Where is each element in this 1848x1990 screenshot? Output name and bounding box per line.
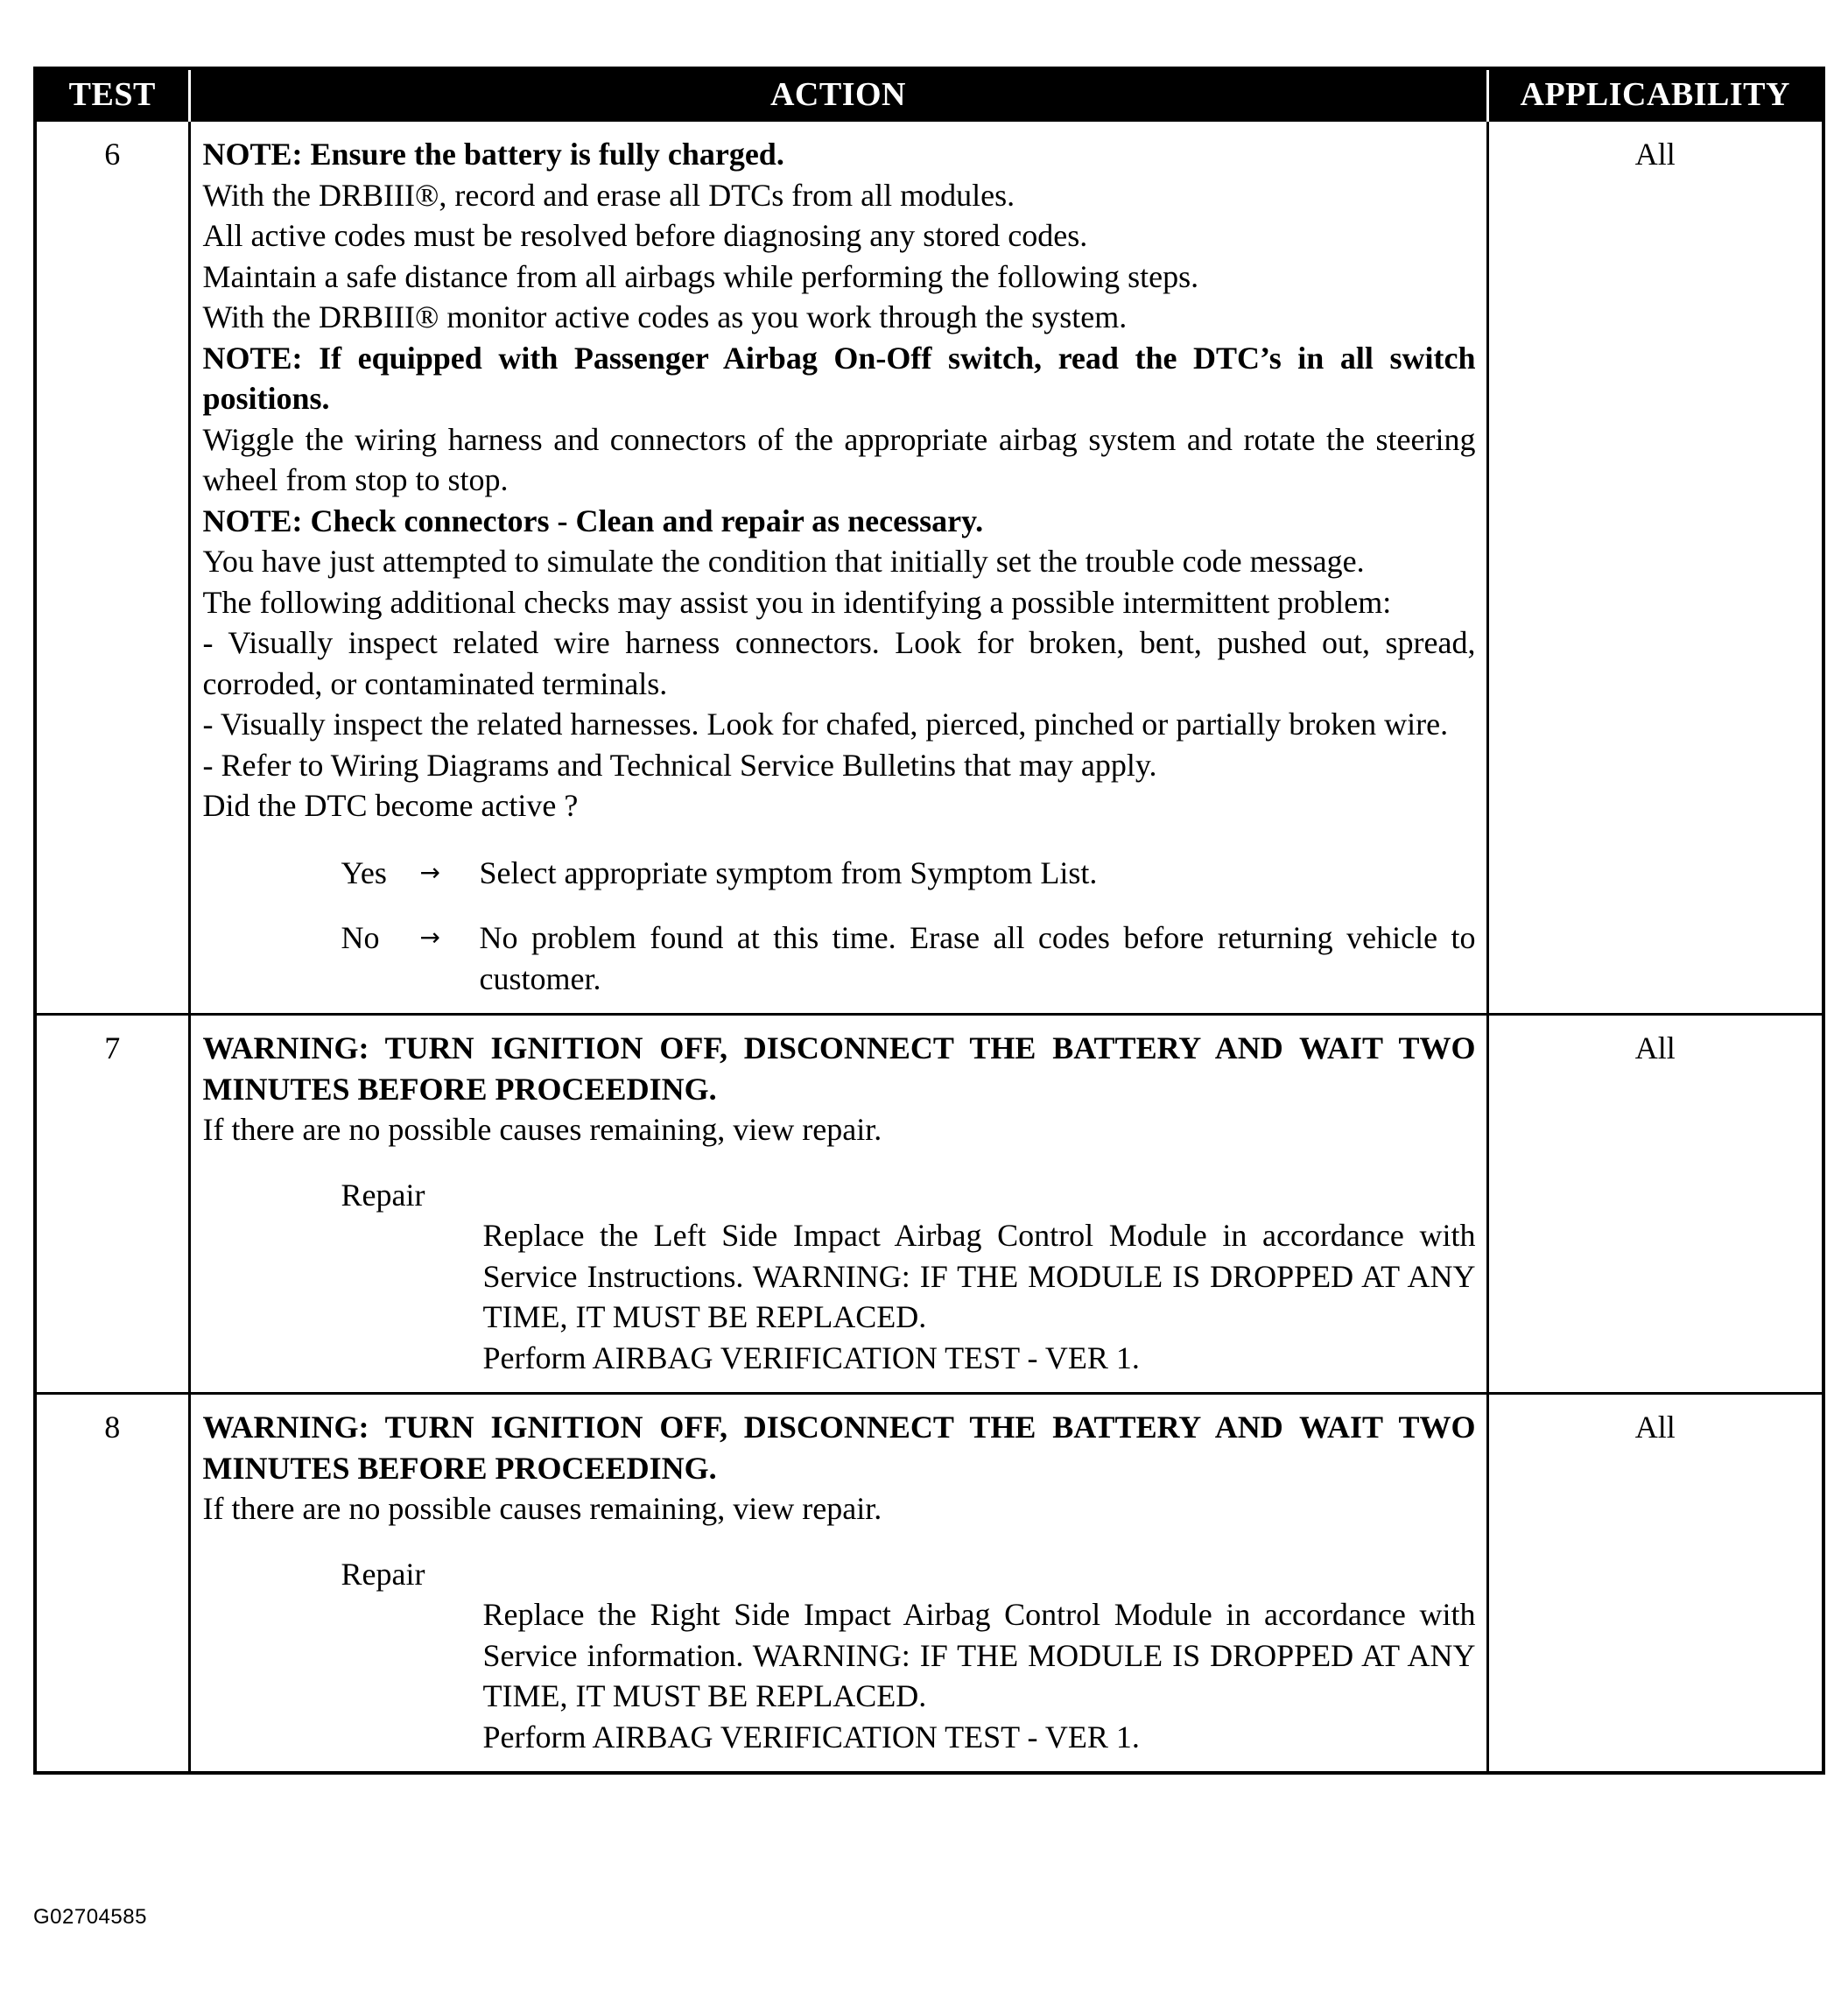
repair-text: Replace the Left Side Impact Airbag Control Module in accordance with Service Instructions. WARNING: IF THE MODULE IS DROPPED AT ANY TIME, IT MUST BE REPLACED. <box>482 1218 1476 1334</box>
header-applicability: APPLICABILITY <box>1487 68 1823 121</box>
action-cell <box>189 1394 1487 1774</box>
table-row <box>35 1394 1823 1774</box>
answer-label: Yes <box>341 854 387 890</box>
answer-label: No <box>341 920 380 955</box>
action-line: The following additional checks may assist you in identifying a possible intermittent problem: <box>202 584 1392 620</box>
question-line: Did the DTC become active ? <box>202 788 579 823</box>
action-line: If there are no possible causes remaining, view repair. <box>202 1491 882 1526</box>
action-cell <box>189 1015 1487 1394</box>
action-line: If there are no possible causes remaining, view repair. <box>202 1112 882 1147</box>
test-number: 8 <box>35 1394 189 1774</box>
note-battery: NOTE: Ensure the battery is fully charged. <box>202 137 784 172</box>
action-line: - Visually inspect related wire harness connectors. Look for broken, bent, pushed out, spread, corroded, or contaminated terminals. <box>202 625 1476 701</box>
outcome-result: Select appropriate symptom from Symptom List. <box>479 854 1098 890</box>
right-arrow-icon: → <box>419 923 440 952</box>
figure-id: G02704585 <box>33 1905 147 1929</box>
header-test: TEST <box>35 68 189 121</box>
test-number: 6 <box>35 121 189 1015</box>
action-line: Maintain a safe distance from all airbags while performing the following steps. <box>202 258 1199 294</box>
action-line: - Refer to Wiring Diagrams and Technical Service Bulletins that may apply. <box>202 747 1157 783</box>
applicability-value: All <box>1487 1394 1823 1774</box>
outcome-no <box>341 918 1476 999</box>
action-line: - Visually inspect the related harnesses. Look for chafed, pierced, pinched or partially broken wire. <box>202 707 1449 742</box>
diagnostic-procedure <box>33 67 1822 1775</box>
outcome-result: No problem found at this time. Erase all codes before returning vehicle to customer. <box>479 920 1476 996</box>
right-arrow-icon: → <box>419 857 440 887</box>
table-row <box>35 1015 1823 1394</box>
test-number: 7 <box>35 1015 189 1394</box>
action-cell <box>189 121 1487 1015</box>
note-check-connectors: NOTE: Check connectors - Clean and repair as necessary. <box>202 503 984 538</box>
table-header-row <box>35 68 1823 121</box>
warning-text: WARNING: TURN IGNITION OFF, DISCONNECT THE BATTERY AND WAIT TWO MINUTES BEFORE PROCEEDING. <box>202 1030 1476 1107</box>
table-row <box>35 121 1823 1015</box>
repair-perform: Perform AIRBAG VERIFICATION TEST - VER 1. <box>482 1340 1140 1375</box>
warning-text: WARNING: TURN IGNITION OFF, DISCONNECT THE BATTERY AND WAIT TWO MINUTES BEFORE PROCEEDING. <box>202 1410 1476 1486</box>
repair-text: Replace the Right Side Impact Airbag Control Module in accordance with Service information. WARNING: IF THE MODULE IS DROPPED AT ANY TIME, IT MUST BE REPLACED. <box>482 1597 1476 1713</box>
diagnostic-table <box>33 67 1825 1775</box>
repair-label: Repair <box>341 1556 425 1592</box>
note-switch-positions: NOTE: If equipped with Passenger Airbag On-Off switch, read the DTC’s in all switch positions. <box>202 340 1476 416</box>
action-line: With the DRBIII® monitor active codes as you work through the system. <box>202 299 1128 334</box>
applicability-value: All <box>1487 1015 1823 1394</box>
applicability-value: All <box>1487 121 1823 1015</box>
action-line: With the DRBIII®, record and erase all DTCs from all modules. <box>202 177 1015 213</box>
outcome-yes <box>341 853 1476 894</box>
action-line: All active codes must be resolved before diagnosing any stored codes. <box>202 218 1088 253</box>
action-line: You have just attempted to simulate the condition that initially set the trouble code message. <box>202 544 1365 579</box>
repair-perform: Perform AIRBAG VERIFICATION TEST - VER 1. <box>482 1719 1140 1754</box>
repair-label: Repair <box>341 1177 425 1213</box>
action-line: Wiggle the wiring harness and connectors of the appropriate airbag system and rotate the steering wheel from stop to stop. <box>202 421 1476 497</box>
header-action: ACTION <box>189 68 1487 121</box>
